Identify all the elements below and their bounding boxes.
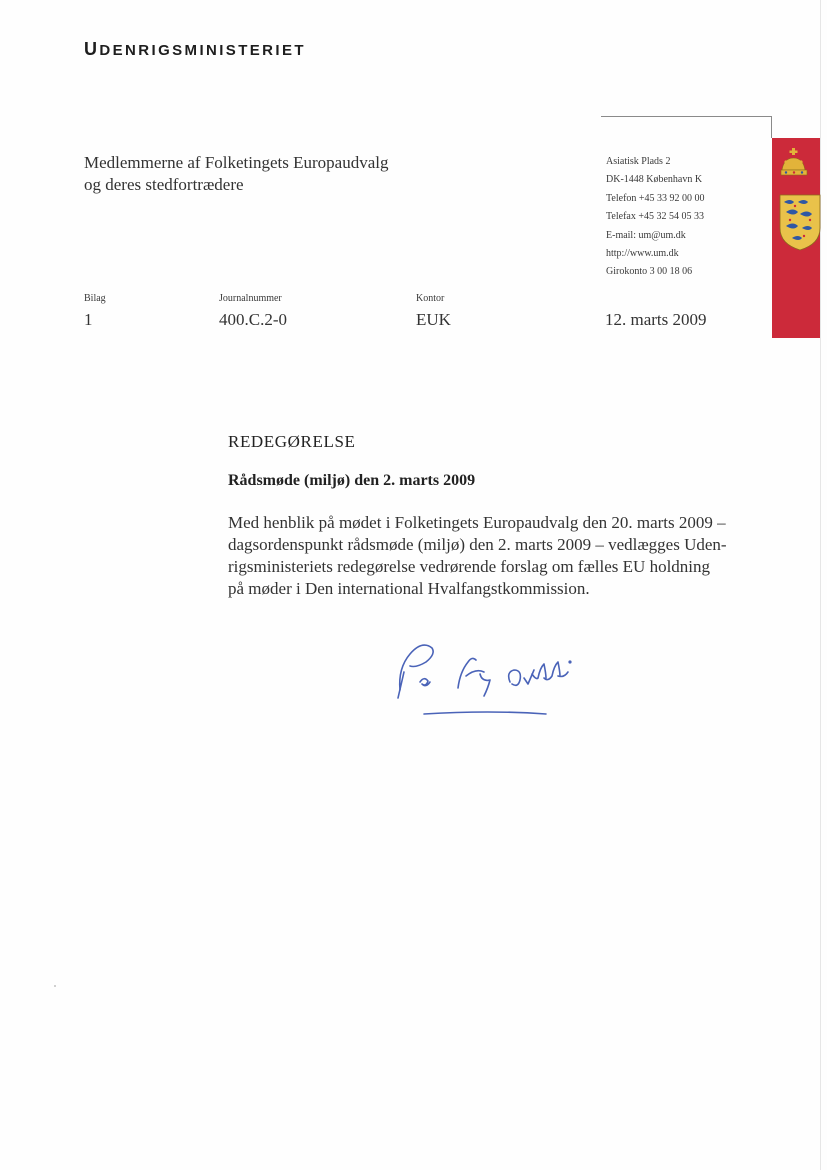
address-giro: Girokonto 3 00 18 06 bbox=[606, 266, 693, 278]
scan-speck bbox=[54, 985, 56, 987]
recipient-block bbox=[84, 152, 464, 196]
body-line: rigsministeriets redegørelse vedrørende forslag om fælles EU holdning bbox=[228, 557, 711, 576]
body-line: dagsordenspunkt rådsmøde (miljø) den 2. marts 2009 – vedlægges Uden- bbox=[228, 535, 727, 554]
body-line: på møder i Den international Hvalfangstkommission. bbox=[228, 579, 590, 598]
address-email: E-mail: um@um.dk bbox=[606, 229, 686, 241]
recipient-line-2: og deres stedfortrædere bbox=[84, 175, 244, 194]
address-fax: Telefax +45 32 54 05 33 bbox=[606, 211, 704, 223]
kontor-value: EUK bbox=[416, 310, 451, 329]
address-phone: Telefon +45 33 92 00 00 bbox=[606, 192, 705, 204]
shield-icon bbox=[780, 195, 820, 250]
crown-icon bbox=[781, 148, 807, 175]
ministry-letterhead bbox=[84, 39, 306, 60]
ministry-initial: U bbox=[84, 39, 100, 59]
address-divider bbox=[601, 116, 772, 117]
body-line: Med henblik på mødet i Folketingets Europaudvalg den 20. marts 2009 – bbox=[228, 513, 726, 532]
journal-value: 400.C.2-0 bbox=[219, 310, 287, 329]
letter-date: 12. marts 2009 bbox=[605, 310, 707, 329]
ministry-name-rest: DENRIGSMINISTERIET bbox=[99, 42, 306, 59]
address-city: DK-1448 København K bbox=[606, 174, 703, 186]
address-divider-corner bbox=[771, 116, 772, 138]
bilag-value: 1 bbox=[84, 310, 93, 329]
royal-coat-of-arms-icon bbox=[778, 140, 822, 272]
recipient-line-1: Medlemmerne af Folketingets Europaudvalg bbox=[84, 153, 389, 172]
handwritten-signature bbox=[380, 632, 590, 722]
document-heading: REDEGØRELSE bbox=[228, 432, 356, 451]
body-paragraph bbox=[228, 512, 768, 600]
bilag-label: Bilag bbox=[84, 293, 106, 304]
address-web: http://www.um.dk bbox=[606, 248, 679, 260]
sender-address-block bbox=[606, 153, 705, 282]
document-subheading: Rådsmøde (miljø) den 2. marts 2009 bbox=[228, 472, 476, 489]
address-street: Asiatisk Plads 2 bbox=[606, 156, 671, 167]
journal-label: Journalnummer bbox=[219, 293, 282, 304]
kontor-label: Kontor bbox=[416, 293, 445, 304]
